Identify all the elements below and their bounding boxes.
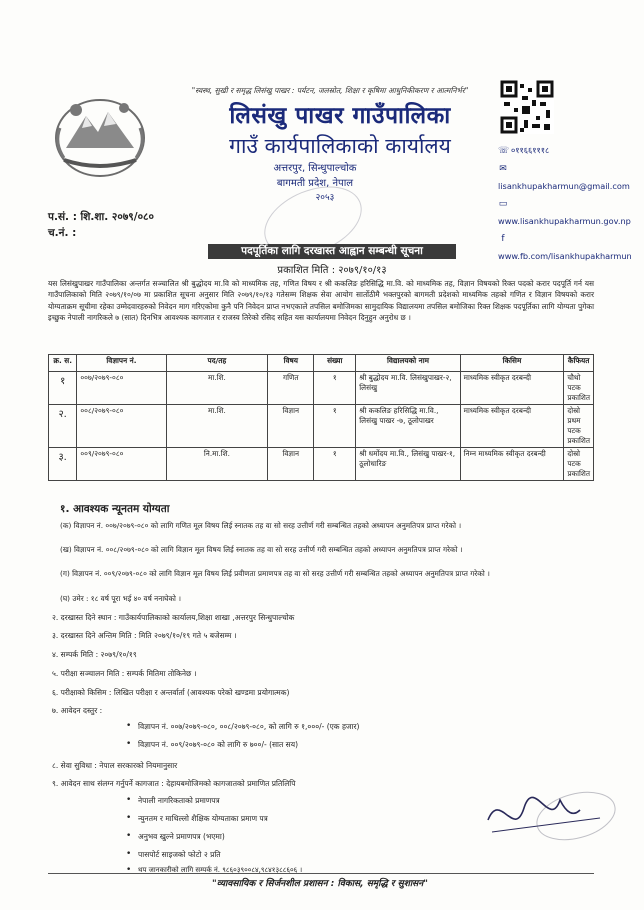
cell-serial: १ <box>49 372 77 405</box>
col-subject: विषय <box>268 355 314 372</box>
cell-subject: गणित <box>268 372 314 405</box>
qualification-c: (ग) विज्ञापन नं. ००९/२०७९-०८० को लागि विज्ञान मूल विषय लिई प्रवीणता प्रमाणपत्र तह वा सो सरह उत्तीर्ण गरी सम्बन्धित तहको अध्यापन अनुमतिपत्र प्राप्त गरेको । <box>60 569 490 578</box>
cell-type: निम्न माध्यमिक स्वीकृत दरबन्दी <box>460 448 564 481</box>
vacancy-table <box>48 354 594 481</box>
col-count: संख्या <box>314 355 356 372</box>
section-7-application-fee: ७. आवेदन दस्तुर : <box>52 706 103 715</box>
cell-type: माध्यमिक स्वीकृत दरबन्दी <box>460 372 564 405</box>
cell-school-name: श्री धर्मोदय मा.वि., लिसंखु पाखर-१, ठूलोधारिङ <box>356 448 460 481</box>
website-url: www.lisankhupakharmun.gov.np <box>498 216 631 226</box>
cell-remarks: दोस्रो प्रथम पटक प्रकाशित <box>564 405 594 448</box>
section-1-title: १. आवश्यक न्यूनतम योग्यता <box>60 503 170 515</box>
municipality-name: लिसंखु पाखर गाउँपालिका <box>229 103 451 129</box>
address-line-1: अत्तरपुर, सिन्धुपाल्चोक <box>273 163 357 174</box>
qualification-b: (ख) विज्ञापन नं. ००८/२०७९-०८० को लागि विज्ञान मूल विषय लिई स्नातक तह वा सो सरह उत्तीर्ण गरी सम्बन्धित तहको अध्यापन अनुमतिपत्र प्राप्त गरेको । <box>60 545 463 554</box>
published-date: प्रकाशित मिति : २०७९/१०/१३ <box>277 265 387 276</box>
table-row <box>49 448 594 481</box>
fee-item: • विज्ञापन नं. ००७/२०७९-०८०, ००८/२०७९-०८०, को लागि रु १,०००/- (एक हजार) <box>138 722 359 732</box>
section-6-exam-type: ६. परीक्षाको किसिम : लिखित परीक्षा र अन्तर्वार्ता (आवश्यक परेको खण्डमा प्रयोगात्मक) <box>52 688 290 697</box>
facebook-url: www.fb.com/lisankhupakharmun <box>498 251 632 261</box>
document-item: • नेपाली नागरिकताको प्रमाणपत्र <box>138 796 220 806</box>
section-3-deadline: ३. दरखास्त दिने अन्तिम मिति : मिति २०७९/१०/१९ गते ५ बजेसम्म । <box>52 631 237 640</box>
table-row <box>49 372 594 405</box>
phone-icon: ☏ <box>498 146 510 156</box>
document-item: • अनुभव खुल्ने प्रमाणपत्र (भएमा) <box>138 832 225 842</box>
col-ad-number: विज्ञापन नं. <box>77 355 166 372</box>
cell-school-name: श्री बुद्धोदय मा.वि. लिसंखुपाखर-२, लिसंखु <box>356 372 460 405</box>
cell-count: १ <box>314 372 356 405</box>
section-4-contact-date: ४. सम्पर्क मिति : २०७९/१०/१९ <box>52 650 137 659</box>
cell-count: १ <box>314 405 356 448</box>
col-type: किसिम <box>460 355 564 372</box>
qr-code-icon <box>500 80 554 134</box>
cell-count: १ <box>314 448 356 481</box>
col-remarks: कैफियत <box>564 355 594 372</box>
signature-stamp-icon <box>480 780 620 850</box>
nepal-emblem-logo-icon <box>46 88 154 180</box>
notice-intro: यस लिसंखुपाखर गाउँपालिका अन्तर्गत सञ्चालित श्री बुद्धोदय मा.वि को माध्यमिक तह, गणित विषय र श्री ककलिङ हरिसिद्धि मा.वि. को माध्यमिक तह, विज्ञान विषयको रिक्त पदको करार पदपूर्ति गर्न यस गाउँपालिकाको मिति २०७९/१०/०७ मा प्रकाशित सूचना अनुसार मिति २०७९/१०/१३ गतेसम्म शिक्षक सेवा आयोग सार्तोठीमै भक्तपुरको बागमती प्रदेशको माध्यमिक तहको गणित र विज्ञान विषयको करार योग्यताक्रम सूचीमा रहेका उम्मेदवारहरुको निवेदन माग गरिएकोमा कुनै पनि निवेदन प्राप्त नभएकाले तपसिल बमोजिमका सामुदायिक विद्यालयमा तपसिल बमोजिका रिक्त शिक्षक पदपूर्तिका लागि योग्यता पुगेका इच्छुक नेपाली नागरिकले ७ (सात) दिनभित्र आवश्यक कागजात र राजस्व तिरेको रसिद सहित यस कार्यालयमा निवेदन दिनुहुन अनुरोध छ । <box>48 279 594 322</box>
cell-post-level: मा.शि. <box>166 372 268 405</box>
cell-type: माध्यमिक स्वीकृत दरबन्दी <box>460 405 564 448</box>
email-address: lisankhupakharmun@gmail.com <box>498 181 630 191</box>
motto: "स्वस्थ, सुखी र समृद्ध लिसंखु पाखर : पर्यटन, जलस्रोत, शिक्षा र कृषिमा आधुनिकीकरण र आत्मनिर्भर" <box>191 86 469 95</box>
cell-post-level: मा.शि. <box>166 405 268 448</box>
web-icon: ▭ <box>498 199 508 209</box>
cell-ad-number: ००७/२०७९-०८० <box>77 372 166 405</box>
cell-subject: विज्ञान <box>268 448 314 481</box>
table-row <box>49 405 594 448</box>
fee-item: • विज्ञापन नं. ००९/२०७९-०८० को लागि रु ७००/- (सात सय) <box>138 740 298 750</box>
cell-serial: ३. <box>49 448 77 481</box>
section-9-documents: ९. आवेदन साथ संलग्न गर्नुपर्ने कागजात : देहायबमोजिमको कागजातको प्रमाणित प्रतिलिपि <box>52 779 296 788</box>
dispatch-number: च.नं. : <box>48 227 77 239</box>
cell-school-name: श्री ककलिङ हरिसिद्धि मा.वि., लिसंखु पाखर -७, ठूलोपाखर <box>356 405 460 448</box>
cell-subject: विज्ञान <box>268 405 314 448</box>
cell-remarks: दोस्रो पटक प्रकाशित <box>564 448 594 481</box>
col-school-name: विद्यालयको नाम <box>356 355 460 372</box>
stamp-year: २०५३ <box>315 193 335 203</box>
email-icon: ✉ <box>499 164 507 174</box>
contact-block <box>498 142 638 265</box>
document-item: • थप जानकारीको लागि सम्पर्क नं. ९८६०३९००८४,९८४१३८८६०६ । <box>138 866 302 875</box>
notice-title: पदपूर्तिका लागि दरखास्त आह्वान सम्बन्धी सूचना <box>208 244 456 259</box>
section-5-exam-date: ५. परीक्षा सञ्चालन मिति : सम्पर्क मितिमा तोकिनेछ । <box>52 669 197 678</box>
col-post-level: पद/तह <box>166 355 268 372</box>
footer-slogan: "व्यावसायिक र सिर्जनशील प्रशासन : विकास, समृद्धि र सुशासन" <box>212 879 428 889</box>
footer-divider <box>48 873 594 874</box>
qualification-a: (क) विज्ञापन नं. ००७/२०७९-०८० को लागि गणित मूल विषय लिई स्नातक तह वा सो सरह उत्तीर्ण गरी सम्बन्धित तहको अध्यापन अनुमतिपत्र प्राप्त गरेको । <box>60 521 462 530</box>
cell-ad-number: ००८/२०७९-०८० <box>77 405 166 448</box>
section-8-benefits: ८. सेवा सुविधा : नेपाल सरकारको नियमानुसार <box>52 761 178 770</box>
table-header-row <box>49 355 594 372</box>
document-item: • पासपोर्ट साइजको फोटो २ प्रति <box>138 850 221 860</box>
cell-remarks: चौथो पटक प्रकाशित <box>564 372 594 405</box>
office-name: गाउँ कार्यपालिकाको कार्यालय <box>229 134 451 158</box>
document-item: • न्युनतम र माथिल्लो शैक्षिक योग्यताका प्रमाण पत्र <box>138 814 268 824</box>
section-2-application-place: २. दरखास्त दिने स्थान : गाउँकार्यपालिकाको कार्यालय,शिक्षा शाखा ,अत्तरपुर सिन्धुपाल्चोक <box>52 613 295 622</box>
col-serial: क्र. स. <box>49 355 77 372</box>
reference-number: प.सं. : शि.शा. २०७९/०८० <box>48 211 154 223</box>
cell-serial: २. <box>49 405 77 448</box>
phone-number: ०११६६१११८ <box>511 145 550 155</box>
cell-post-level: नि.मा.शि. <box>166 448 268 481</box>
facebook-icon: f <box>501 234 505 244</box>
qualification-d: (घ) उमेर : १८ वर्ष पूरा भई ४० वर्ष ननाघेको । <box>60 594 182 603</box>
cell-ad-number: ००९/२०७९-०८० <box>77 448 166 481</box>
address-line-2: बागमती प्रदेश, नेपाल <box>276 178 354 189</box>
